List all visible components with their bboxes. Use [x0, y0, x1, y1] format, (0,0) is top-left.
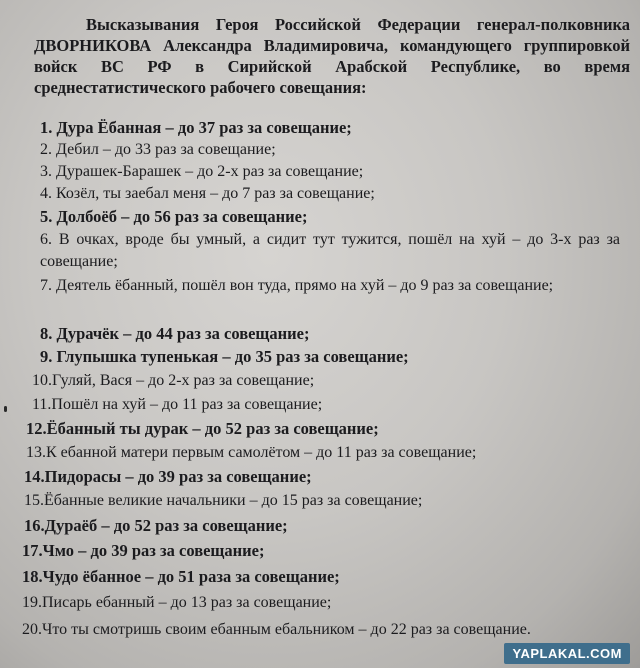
heading-text: Высказывания Героя Российской Федерации генерал-полковника ДВОРНИКОВА Александра Владимировича, командующего группировкой войск ВС РФ в Сирийской Арабской Республике, во время среднестатистического рабочего совещания:	[34, 15, 630, 97]
paper-speck	[4, 406, 7, 412]
list-item: 8. Дурачёк – до 44 раз за совещание;	[40, 324, 310, 343]
list-item: 18.Чудо ёбанное – до 51 раза за совещание;	[22, 567, 340, 586]
list-item: 20.Что ты смотришь своим ебанным ебальником – до 22 раз за совещание.	[22, 621, 531, 638]
list-item: 1. Дура Ёбанная – до 37 раз за совещание;	[40, 118, 352, 137]
site-watermark: YAPLAKAL.COM	[504, 643, 630, 664]
list-item: 13.К ебанной матери первым самолётом – до 11 раз за совещание;	[26, 444, 477, 461]
list-item: 11.Пошёл на хуй – до 11 раз за совещание;	[32, 396, 323, 413]
document-heading	[34, 14, 630, 98]
list-item: 10.Гуляй, Вася – до 2-х раз за совещание;	[32, 372, 315, 389]
list-item: 15.Ёбанные великие начальники – до 15 раз за совещание;	[24, 492, 423, 509]
list-item: 14.Пидорасы – до 39 раз за совещание;	[24, 467, 312, 486]
list-item: 2. Дебил – до 33 раз за совещание;	[40, 141, 276, 158]
list-item: 6. В очках, вроде бы умный, а сидит тут тужится, пошёл на хуй – до 3-х раз за совещание;	[40, 231, 620, 270]
list-item: 12.Ёбанный ты дурак – до 52 раз за совещание;	[26, 419, 379, 438]
list-item: 7. Деятель ёбанный, пошёл вон туда, прямо на хуй – до 9 раз за совещание;	[40, 277, 554, 294]
list-item: 5. Долбоёб – до 56 раз за совещание;	[40, 207, 308, 226]
list-item: 17.Чмо – до 39 раз за совещание;	[22, 541, 265, 560]
list-item: 16.Дураёб – до 52 раз за совещание;	[24, 516, 288, 535]
list-item: 19.Писарь ебанный – до 13 раз за совещание;	[22, 594, 332, 611]
list-item: 4. Козёл, ты заебал меня – до 7 раз за совещание;	[40, 185, 375, 202]
list-item: 3. Дурашек-Барашек – до 2-х раз за совещание;	[40, 163, 364, 180]
list-item: 9. Глупышка тупенькая – до 35 раз за совещание;	[40, 347, 409, 366]
